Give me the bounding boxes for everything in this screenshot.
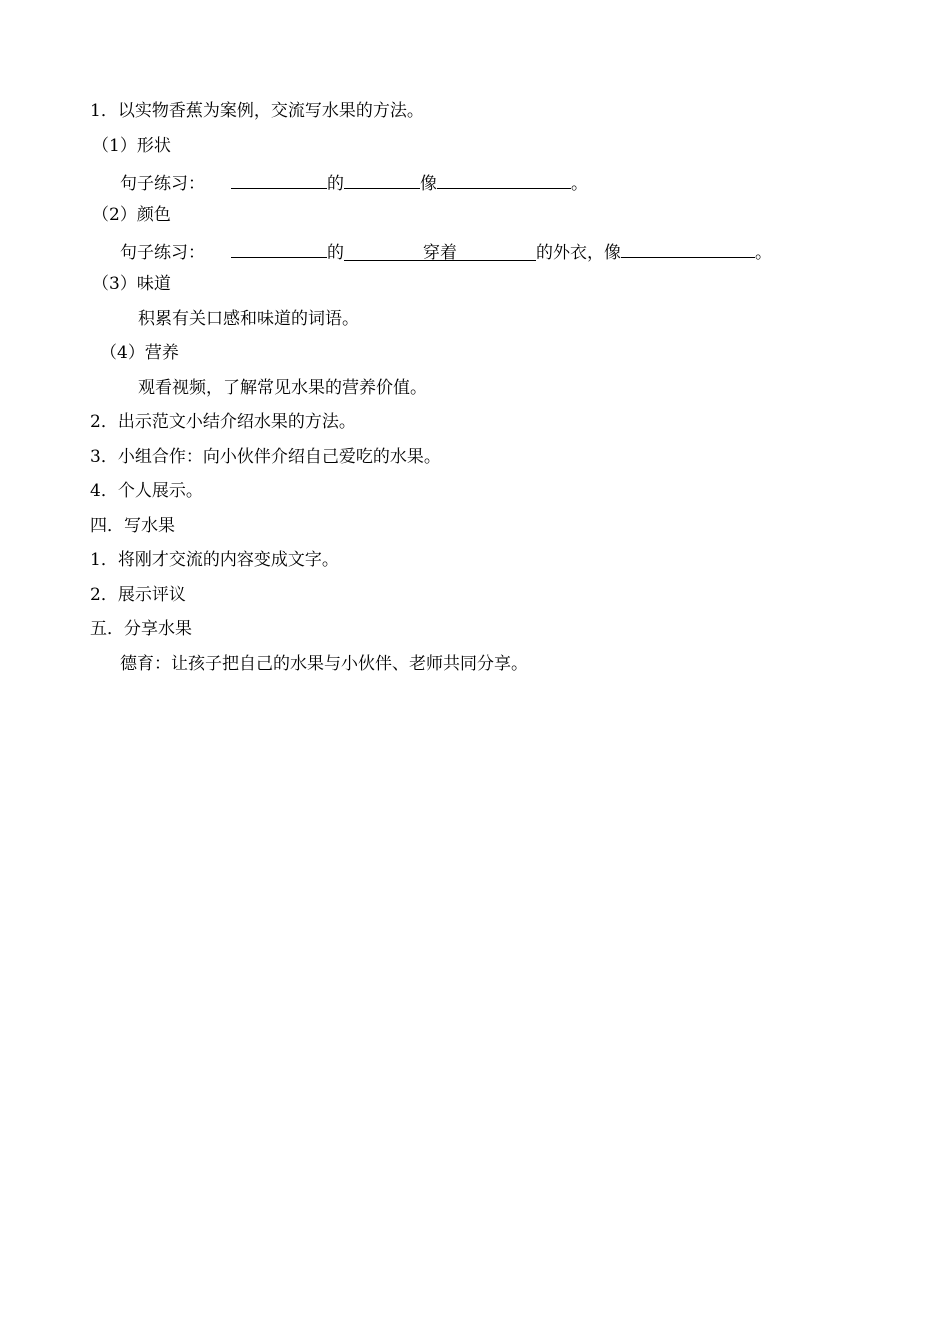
item-2: 2．出示范文小结介绍水果的方法。 <box>90 412 356 432</box>
shape-de: 的 <box>327 174 344 194</box>
shape-blank-2 <box>344 170 420 189</box>
taste-text: 积累有关口感和味道的词语。 <box>138 309 359 329</box>
shape-prompt: 句子练习： <box>120 174 205 194</box>
section-4-item-1: 1．将刚才交流的内容变成文字。 <box>90 550 339 570</box>
shape-heading: （1）形状 <box>92 136 171 156</box>
item-4: 4．个人展示。 <box>90 481 203 501</box>
color-blank-1 <box>231 239 327 258</box>
section-5-text: 德育：让孩子把自己的水果与小伙伴、老师共同分享。 <box>120 654 528 674</box>
color-chuanzhe: 穿着 <box>423 243 457 263</box>
shape-xiang: 像 <box>420 174 437 194</box>
nutrition-heading: （4）营养 <box>100 343 179 363</box>
shape-sentence-practice <box>120 170 588 192</box>
shape-blank-3 <box>437 170 571 189</box>
taste-heading: （3）味道 <box>92 274 171 294</box>
shape-blank-1 <box>231 170 327 189</box>
nutrition-text: 观看视频，了解常见水果的营养价值。 <box>138 378 427 398</box>
section-4-item-2: 2．展示评议 <box>90 585 186 605</box>
color-blank-2 <box>344 242 536 261</box>
color-heading: （2）颜色 <box>92 205 171 225</box>
color-de: 的 <box>327 243 344 263</box>
shape-end: 。 <box>571 174 588 194</box>
color-waiyi: 的外衣，像 <box>536 243 621 263</box>
section-5-heading: 五．分享水果 <box>90 619 192 639</box>
color-prompt: 句子练习： <box>120 243 205 263</box>
color-blank-3 <box>621 239 755 258</box>
color-end: 。 <box>755 243 772 263</box>
color-sentence-practice <box>120 239 772 261</box>
item-1: 1．以实物香蕉为案例，交流写水果的方法。 <box>90 101 424 121</box>
section-4-heading: 四．写水果 <box>90 516 175 536</box>
item-3: 3．小组合作：向小伙伴介绍自己爱吃的水果。 <box>90 447 441 467</box>
